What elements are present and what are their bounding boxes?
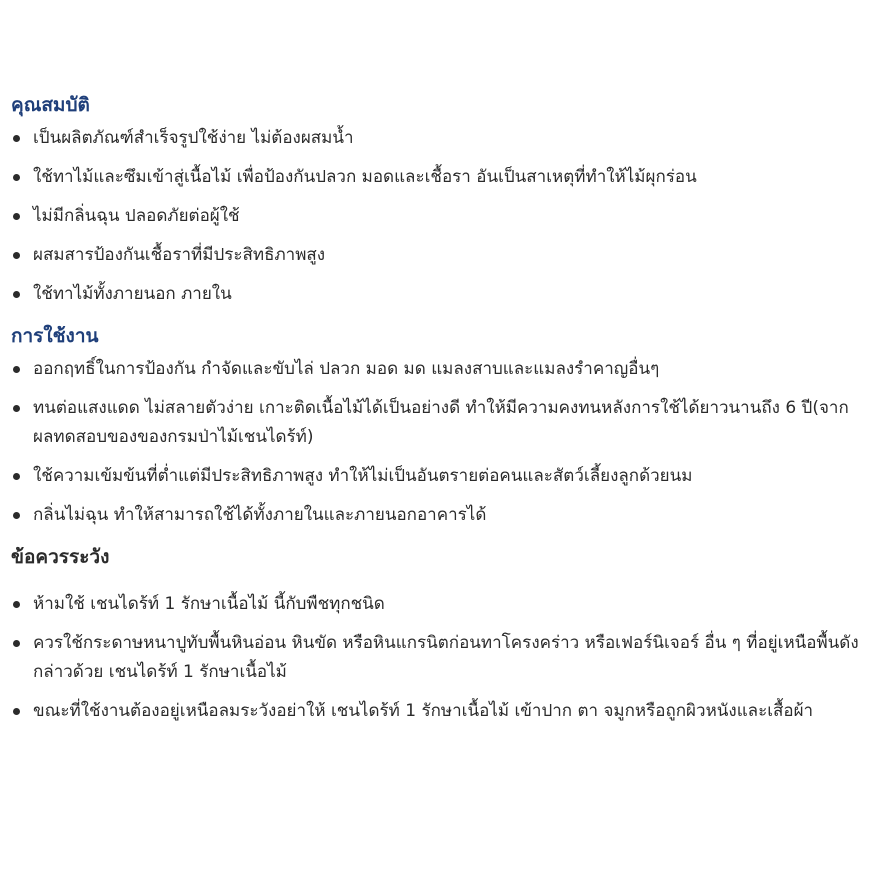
list-item: ห้ามใช้ เชนไดร้ท์ 1 รักษาเนื้อไม้ นี้กับพืชทุกชนิด: [11, 590, 861, 619]
properties-title: คุณสมบัติ: [11, 94, 90, 116]
list-item: ใช้ความเข้มข้นที่ต่ำแต่มีประสิทธิภาพสูง ทำให้ไม่เป็นอันตรายต่อคนและสัตว์เลี้ยงลูกด้วยนม: [11, 462, 861, 491]
list-item: กลิ่นไม่ฉุน ทำให้สามารถใช้ได้ทั้งภายในและภายนอกอาคารได้: [11, 501, 861, 530]
cautions-section: [11, 540, 861, 726]
product-description: [11, 88, 861, 736]
properties-list: [11, 124, 861, 309]
list-item: ทนต่อแสงแดด ไม่สลายตัวง่าย เกาะติดเนื้อไม้ได้เป็นอย่างดี ทำให้มีความคงทนหลังการใช้ได้ยาวนานถึง 6 ปี(จากผลทดสอบของของกรมป่าไม้เชนไดร้ท์): [11, 394, 861, 452]
list-item: เป็นผลิตภัณฑ์สำเร็จรูปใช้ง่าย ไม่ต้องผสมน้ำ: [11, 124, 861, 153]
cautions-title: ข้อควรระวัง: [11, 546, 110, 568]
list-item: ผสมสารป้องกันเชื้อราที่มีประสิทธิภาพสูง: [11, 241, 861, 270]
properties-section: [11, 88, 861, 309]
list-item: ไม่มีกลิ่นฉุน ปลอดภัยต่อผู้ใช้: [11, 202, 861, 231]
list-item: ควรใช้กระดาษหนาปูทับพื้นหินอ่อน หินขัด หรือหินแกรนิตก่อนทาโครงคร่าว หรือเฟอร์นิเจอร์ อื่น ๆ ที่อยู่เหนือพื้นดังกล่าวด้วย เชนไดร้ท์ 1 รักษาเนื้อไม้: [11, 629, 861, 687]
list-item: ใช้ทาไม้ทั้งภายนอก ภายใน: [11, 280, 861, 309]
list-item: ออกฤทธิ์ในการป้องกัน กำจัดและขับไล่ ปลวก มอด มด แมลงสาบและแมลงรำคาญอื่นๆ: [11, 355, 861, 384]
list-item: ใช้ทาไม้และซึมเข้าสู่เนื้อไม้ เพื่อป้องกันปลวก มอดและเชื้อรา อันเป็นสาเหตุที่ทำให้ไม้ผุกร่อน: [11, 163, 861, 192]
usage-section: [11, 319, 861, 530]
list-item: ขณะที่ใช้งานต้องอยู่เหนือลมระวังอย่าให้ เชนไดร้ท์ 1 รักษาเนื้อไม้ เข้าปาก ตา จมูกหรือถูกผิวหนังและเสื้อผ้า: [11, 697, 861, 726]
cautions-list: [11, 590, 861, 726]
usage-list: [11, 355, 861, 530]
usage-title: การใช้งาน: [11, 325, 99, 347]
